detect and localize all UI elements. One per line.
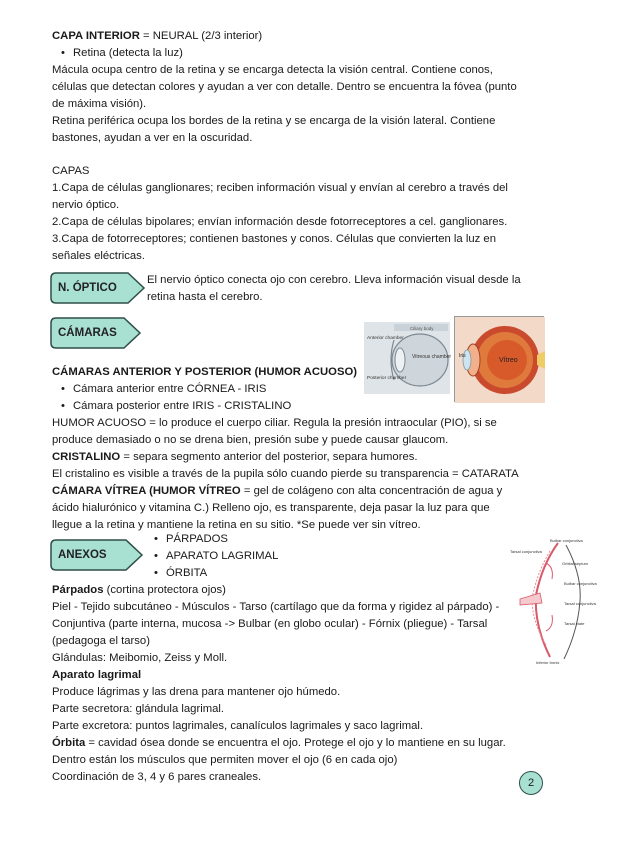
lagrimal-text-1: Produce lágrimas y las drena para mantener ojo húmedo. bbox=[52, 686, 341, 698]
anexos-tag: ANEXOS bbox=[50, 539, 144, 571]
retina-bullet: • Retina (detecta la luz) bbox=[73, 45, 183, 62]
periferica-text-2: bastones, ayudan a ver en la oscuridad. bbox=[52, 132, 253, 144]
diagram-label-g: Inferior fornix bbox=[536, 660, 560, 665]
capas-title: CAPAS bbox=[52, 165, 90, 177]
eye-chambers-diagram bbox=[364, 322, 450, 394]
parpados-text-2: Conjuntiva (parte interna, mucosa -> Bulbar (en globo ocular) - Fórnix (pliegue) - Tarsal bbox=[52, 618, 488, 630]
glandulas-text: Glándulas: Meibomio, Zeiss y Moll. bbox=[52, 652, 228, 664]
optico-tag: N. ÓPTICO bbox=[50, 272, 146, 304]
diagram-label-d: Bulbar conjunctiva bbox=[564, 581, 597, 586]
orbita-text-2: Dentro están los músculos que permiten mover el ojo (6 en cada ojo) bbox=[52, 754, 398, 766]
camara-anterior-bullet: • Cámara anterior entre CÓRNEA - IRIS bbox=[73, 381, 266, 398]
diagram-label-e: Tarsal conjunctiva bbox=[564, 601, 596, 606]
lagrimal-text-2: Parte secretora: glándula lagrimal. bbox=[52, 703, 225, 715]
capas-item-3a: 3.Capa de fotorreceptores; contienen bastones y conos. Células que convierten la luz en bbox=[52, 233, 496, 245]
camara-vitrea-text-1: CÁMARA VÍTREA (HUMOR VÍTREO = gel de colágeno con alta concentración de agua y bbox=[52, 485, 503, 497]
lagrimal-text-3: Parte excretora: puntos lagrimales, canalículos lagrimales y saco lagrimal. bbox=[52, 720, 424, 732]
diagram-label-c: Orbital septum bbox=[562, 561, 589, 566]
humor-acuoso-text-1: HUMOR ACUOSO = lo produce el cuerpo ciliar. Regula la presión intraocular (PIO), si se bbox=[52, 417, 497, 429]
eye-anatomy-image bbox=[454, 316, 544, 402]
parpados-text-3: (pedagoga el tarso) bbox=[52, 635, 150, 647]
parpados-heading: Párpados (cortina protectora ojos) bbox=[52, 584, 226, 596]
anexos-item-parpados: • PÁRPADOS bbox=[166, 531, 228, 548]
img-label-iris: Iris bbox=[459, 353, 466, 359]
capas-item-3b: señales eléctricas. bbox=[52, 250, 145, 262]
orbita-text-1: Órbita = cavidad ósea donde se encuentra el ojo. Protege el ojo y lo mantiene en su lugar. bbox=[52, 737, 506, 749]
camara-vitrea-text-2: ácido hialurónico y vitamina C.) Relleno ojo, es transparente, deja pasar la luz para que bbox=[52, 502, 490, 514]
macula-text-1: Mácula ocupa centro de la retina y se encarga detecta la visión central. Contiene conos, bbox=[52, 64, 493, 76]
parpados-text-1: Piel - Tejido subcutáneo - Músculos - Tarso (cartílago que da forma y rigidez al párpado) - bbox=[52, 601, 500, 613]
img-label-vitreo: Vítreo bbox=[499, 357, 518, 364]
capa-interior-heading: CAPA INTERIOR = NEURAL (2/3 interior) bbox=[52, 30, 263, 42]
optico-text-1: El nervio óptico conecta ojo con cerebro. Lleva información visual desde la bbox=[147, 274, 521, 286]
img-label-vitreous: Vitreous chamber bbox=[412, 354, 452, 360]
cristalino-text-2: El cristalino es visible a través de la pupila sólo cuando pierde su transparencia = CATARATA bbox=[52, 468, 519, 480]
anexos-item-lagrimal: • APARATO LAGRIMAL bbox=[166, 548, 278, 565]
camara-posterior-bullet: • Cámara posterior entre IRIS - CRISTALINO bbox=[73, 398, 291, 415]
capas-item-1a: 1.Capa de células ganglionares; reciben información visual y envían al cerebro a través del bbox=[52, 182, 508, 194]
anexos-item-orbita: • ÓRBITA bbox=[166, 565, 207, 582]
camaras-tag: CÁMARAS bbox=[50, 317, 142, 349]
optico-text-2: retina hasta el cerebro. bbox=[147, 291, 263, 303]
periferica-text-1: Retina periférica ocupa los bordes de la retina y se encarga de la visión lateral. Contiene bbox=[52, 115, 496, 127]
diagram-label-a: Bulbar conjunctiva bbox=[550, 538, 583, 543]
cristalino-text: CRISTALINO = separa segmento anterior del posterior, separa humores. bbox=[52, 451, 418, 463]
capas-item-2: 2.Capa de células bipolares; envían información desde fotorreceptores a cel. ganglionares. bbox=[52, 216, 508, 228]
humor-acuoso-text-2: produce demasiado o no se drena bien, presión sube y puede causar glaucom. bbox=[52, 434, 449, 446]
img-label-header: Ciliary body bbox=[410, 326, 434, 331]
capas-item-1b: nervio óptico. bbox=[52, 199, 120, 211]
camara-vitrea-text-3: llegue a la retina y mantiene la retina en su sitio. *Se puede ver sin vítreo. bbox=[52, 519, 421, 531]
orbita-text-3: Coordinación de 3, 4 y 6 pares craneales. bbox=[52, 771, 262, 783]
diagram-label-b: Tarsal conjunctiva bbox=[510, 549, 542, 554]
macula-text-2: células que detectan colores y ayudan a ver con detalle. Dentro se encuentra la fóvea (punto bbox=[52, 81, 517, 93]
diagram-label-f: Tarsal plate bbox=[564, 621, 585, 626]
img-label-posterior: Posterior chamber bbox=[367, 376, 407, 381]
img-label-anterior: Anterior chamber bbox=[367, 336, 404, 341]
macula-text-3: de máxima visión). bbox=[52, 98, 147, 110]
camaras-heading: CÁMARAS ANTERIOR Y POSTERIOR (HUMOR ACUOSO) bbox=[52, 366, 358, 378]
aparato-lagrimal-heading: Aparato lagrimal bbox=[52, 669, 142, 681]
page-number-badge: 2 bbox=[519, 771, 543, 795]
